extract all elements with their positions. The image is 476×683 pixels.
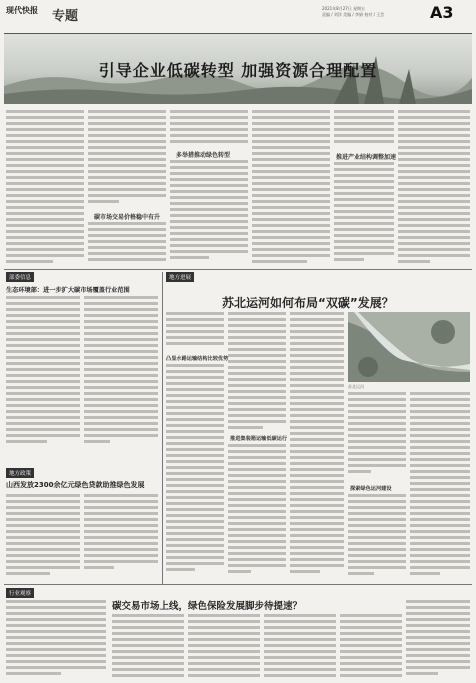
bottom-column-2 (112, 614, 184, 680)
canal-column-2b (228, 444, 286, 580)
article-column-2 (88, 110, 166, 210)
subhead-green-canal: 探索绿色运河建设 (350, 486, 392, 492)
photo-caption: 苏北运河 (348, 384, 364, 389)
tag-local-policy: 地方政策 (6, 468, 34, 478)
bottom-column-1 (6, 600, 106, 680)
tag-industry: 行业观察 (6, 588, 34, 598)
headline-canal: 苏北运河如何布局“双碳”发展？ (222, 296, 394, 310)
masthead (4, 3, 472, 34)
article-column-3 (170, 110, 248, 150)
headline-carbon-insurance: 碳交易市场上线，绿色保险发展脚步待提速？ (112, 601, 303, 612)
banner (4, 34, 472, 104)
canal-column-2 (228, 312, 286, 432)
headline-ministry: 生态环境部：进一步扩大碳市场覆盖行业范围 (6, 287, 130, 294)
canal-column-5 (410, 392, 470, 580)
article-column-5 (334, 110, 394, 150)
canal-photo (348, 312, 470, 382)
subhead-carbon-market: 碳市场交易价格稳中有升 (94, 214, 161, 221)
canal-photo-image (348, 312, 470, 382)
ministry-column-2 (84, 296, 158, 446)
article-column-1 (6, 110, 84, 266)
bottom-column-3 (188, 614, 260, 680)
page-number: A3 (430, 3, 454, 22)
subhead-industry-structure: 推进产业结构调整加速 (336, 154, 397, 161)
article-column-2b (88, 222, 166, 266)
subhead-green-transition: 多举措推动绿色转型 (176, 152, 231, 159)
subhead-container: 推进集装箱运输低碳运行 (230, 436, 288, 442)
canal-column-3 (290, 312, 344, 580)
shanxi-column-1 (6, 494, 80, 578)
canal-column-1 (166, 312, 224, 352)
section-label: 专题 (52, 9, 79, 24)
tag-local-progress: 地方进展 (166, 272, 194, 282)
tag-ministry-info: 部委信息 (6, 272, 34, 282)
shanxi-column-2 (84, 494, 158, 578)
canal-column-4 (348, 392, 406, 482)
subhead-waterway: 凸显水路运输结构比较优势 (166, 356, 229, 362)
banner-title: 引导企业低碳转型 加强资源合理配置 (98, 61, 378, 80)
paper-name: 现代快报 (6, 5, 38, 15)
issue-info (322, 6, 426, 18)
canal-column-1b (166, 364, 224, 580)
ministry-column-1 (6, 296, 80, 446)
article-column-5b (334, 162, 394, 266)
divider-bottom (4, 584, 472, 585)
divider (4, 269, 472, 270)
article-column-6 (398, 110, 470, 266)
article-column-4 (252, 110, 330, 266)
issue-editors: 责编 / 刘洋 美编 / 李娟 校对 / 王芸 (322, 12, 385, 17)
headline-shanxi: 山西发放2300余亿元绿色贷款助推绿色发展 (6, 481, 145, 489)
article-column-3b (170, 160, 248, 266)
issue-date: 2021年8月27日 星期五 (322, 6, 366, 11)
bottom-column-4 (264, 614, 336, 680)
column-rule (162, 272, 163, 584)
canal-column-4b (348, 494, 406, 580)
bottom-column-5 (340, 614, 402, 680)
bottom-column-6 (406, 600, 470, 680)
